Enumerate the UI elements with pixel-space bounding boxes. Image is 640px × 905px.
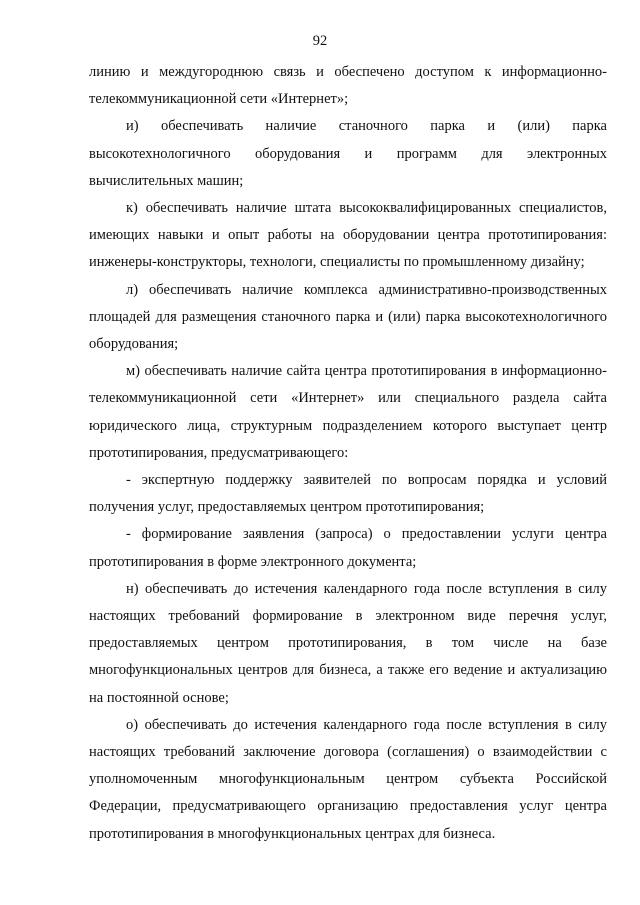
paragraph-continuation: линию и междугороднюю связь и обеспечено доступом к информационно-телекоммуникационной сети «Интернет»; <box>89 64 607 108</box>
paragraph-item-l: л) обеспечивать наличие комплекса административно-производственных площадей для размещения станочного парка и (или) парка высокотехнологичного оборудования; <box>89 281 607 353</box>
paragraph-item-o: о) обеспечивать до истечения календарного года после вступления в силу настоящих требований заключение договора (соглашения) о взаимодействии с уполномоченным многофункциональным центром субъекта Российской Федерации, предусматривающего организацию предоставления услуг центра прототипирования в многофункциональных центрах для бизнеса. <box>89 716 607 842</box>
paragraph-item-k: к) обеспечивать наличие штата высококвалифицированных специалистов, имеющих навыки и опыт работы на оборудовании центра прототипирования: инженеры-конструкторы, технологи, специалисты по промышленному дизайну; <box>89 200 607 271</box>
paragraph-item-m: м) обеспечивать наличие сайта центра прототипирования в информационно-телекоммуникационной сети «Интернет» или специального раздела сайта юридического лица, структурным подразделением которого выступает центр прототипирования, предусматривающего: <box>89 363 607 461</box>
paragraph-item-n: н) обеспечивать до истечения календарного года после вступления в силу настоящих требований формирование в электронном виде перечня услуг, предоставляемых центром прототипирования, в том числе на базе многофункциональных центров для бизнеса, а также его ведение и актуализацию на постоянной основе; <box>89 580 607 706</box>
page-number: 92 <box>312 33 328 49</box>
paragraph-item-i: и) обеспечивать наличие станочного парка и (или) парка высокотехнологичного оборудования и программ для электронных вычислительных машин; <box>89 118 607 189</box>
paragraph-subitem-expert-support: - экспертную поддержку заявителей по вопросам порядка и условий получения услуг, предоставляемых центром прототипирования; <box>89 472 607 516</box>
paragraph-subitem-application: - формирование заявления (запроса) о предоставлении услуги центра прототипирования в форме электронного документа; <box>89 526 607 570</box>
document-body <box>89 59 607 848</box>
